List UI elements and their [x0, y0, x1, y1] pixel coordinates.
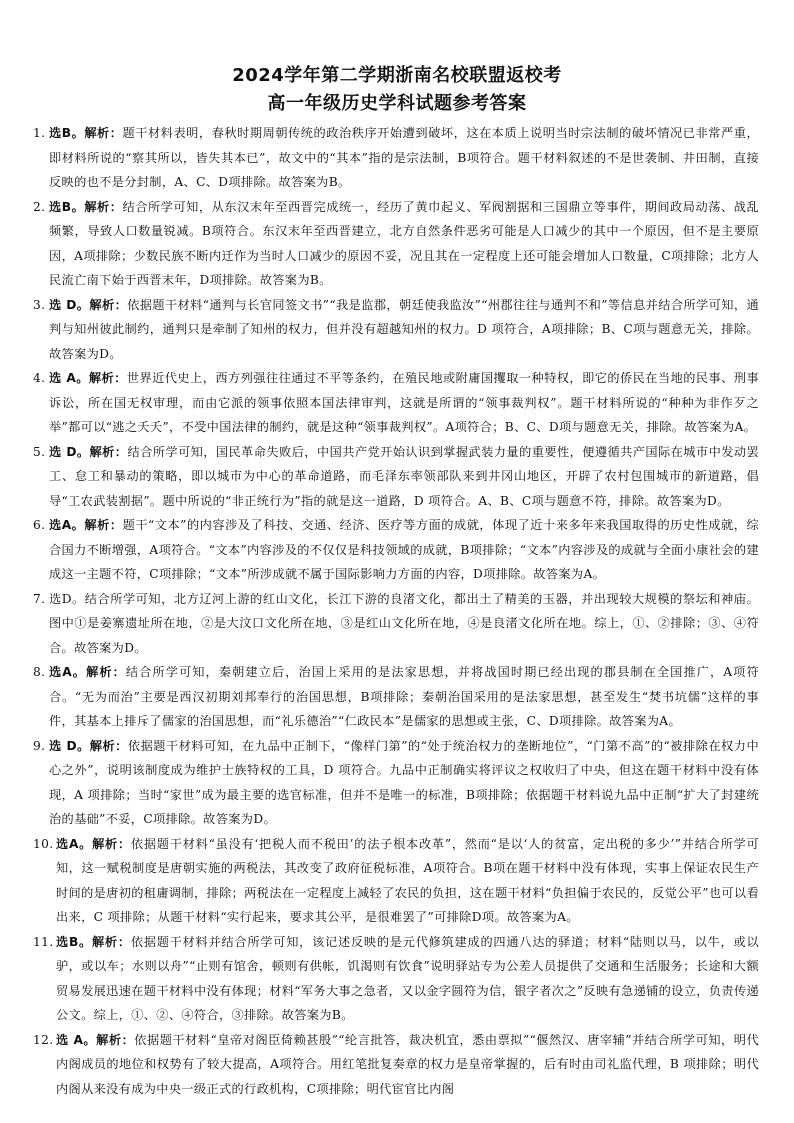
explanation-label: 解析： [91, 934, 131, 949]
answer-choice: 选 D。 [49, 297, 90, 312]
question-number: 2. [33, 199, 46, 214]
explanation-text: 世界近代史上，西方列强往往通过不平等条约，在殖民地或附庸国攫取一种特权，即它的侨民在当地的民事、刑事诉讼，所在国无权审理，而由它派的领事依照本国法律审判，这就是所谓的“领事裁判权”。题干材料所说的“种种为非作歹之举”都可以“逃之夭夭”，不受中国法律的制约，就是这种“领事裁判权”。A项符合；B、C、D项与题意无关，排除。故答案为A。 [49, 371, 759, 434]
document-title: 2024学年第二学期浙南名校联盟返校考 [232, 65, 562, 86]
answer-choice: 选A。 [49, 518, 85, 532]
question-number: 11. [33, 934, 54, 949]
explanation-label: 解析： [84, 199, 123, 214]
answer-list [33, 121, 759, 1101]
explanation-label: 解析： [86, 665, 126, 679]
answer-choice: 选A。 [49, 665, 87, 679]
question-number: 12. [33, 1032, 54, 1047]
explanation-text: 依据题干材料“通判与长官同签文书”“我是监郡，朝廷使我监汝”“州郡往往与通判不和”等信息并结合所学可知，通判与知州彼此制约，通判只是牵制了知州的权力，但并没有超越知州的权力。D 项符合，A项排除；B、C项与题意无关，排除。故答案为D。 [49, 297, 759, 361]
explanation-label: 解析： [89, 444, 128, 459]
answer-item-7 [33, 587, 759, 661]
explanation-label: 解析： [92, 836, 131, 851]
answer-item-1 [33, 121, 759, 195]
explanation-text: 结合所学可知，秦朝建立后，治国上采用的是法家思想，并将战国时期已经出现的郡县制在全国推广，A项符合。“无为而治”主要是西汉初期刘邦奉行的治国思想，B项排除；秦朝治国采用的是法家思想，甚至发生“焚书坑儒”这样的事件，其基本上排斥了儒家的治国思想，而“礼乐德治”“仁政民本”是儒家的思想或主张，C、D项排除。故答案为A。 [49, 665, 759, 728]
question-number: 6. [33, 518, 46, 532]
explanation-text: 结合所学可知，北方辽河上游的红山文化，长江下游的良渚文化，都出土了精美的玉器，并出现较大规模的祭坛和神庙。图中①是姜寨遗址所在地，②是大汶口文化所在地，③是红山文化所在地，④是良渚文化所在地。综上，①、②排除；③、④符合。故答案为D。 [49, 591, 759, 655]
explanation-text: 依据题干材料并结合所学可知，该记述反映的是元代修筑建成的四通八达的驿道；材料“陆则以马，以牛，或以驴，或以车；水则以舟”“止则有馆舍，顿则有供帐，饥渴则有饮食”说明驿站专为公差人员提供了交通和生活服务；长途和大额贸易发展迅速在题干材料中没有体现；材料“军务大事之急者，又以金字圆符为信，银字者次之”反映有急递铺的设立，负责传递公文。综上，①、②、④符合，③排除。故答案为B。 [56, 934, 759, 1022]
answer-item-5 [33, 440, 759, 514]
explanation-label: 解析： [96, 1032, 135, 1047]
explanation-label: 解析： [84, 518, 123, 532]
explanation-label: 解析： [89, 738, 128, 753]
question-number: 7. [33, 591, 46, 606]
explanation-text: 题干材料表明，春秋时期周朝传统的政治秩序开始遭到破坏，这在本质上说明当时宗法制的破坏情况已非常严重，即材料所说的“察其所以，皆失其本已”，故文中的“其本”指的是宗法制，B项符合。题干材料叙述的不是世袭制、井田制，直接反映的也不是分封制，A、C、D项排除。故答案为B。 [49, 126, 759, 189]
question-number: 5. [33, 444, 46, 459]
explanation-label: 解析： [84, 126, 123, 140]
answer-choice: 选B。 [49, 126, 85, 140]
answer-item-3 [33, 293, 759, 367]
answer-item-6 [33, 513, 759, 587]
answer-choice: 选 A。 [49, 371, 89, 385]
answer-choice: 选B。 [49, 199, 85, 214]
answer-choice: 选D。 [49, 591, 85, 606]
document-subtitle: 高一年级历史学科试题参考答案 [267, 93, 527, 114]
explanation-text: 结合所学可知，国民革命失败后，中国共产党开始认识到掌握武装力量的重要性，便遵循共产国际在城市中发动罢工、怠工和暴动的策略，即以城市为中心的革命道路，而毛泽东率领部队来到井冈山地区，开辟了农村包围城市的新道路，倡导“工农武装割据”。题中所说的“非正统行为”指的就是这一道路，D 项符合。A、B、C项与题意不符，排除。故答案为D。 [49, 444, 760, 508]
explanation-text: 结合所学可知，从东汉末年至西晋完成统一，经历了黄巾起义、军阀割据和三国鼎立等事件，期间政局动荡、战乱频繁，导致人口数量锐减。B项符合。东汉末年至西晋建立，北方自然条件恶劣可能是人口减少的其中一个原因，但不是主要原因，A项排除；少数民族不断内迁作为当时人口减少的原因不妥，况且其在一定程度上还可能会增加人口数量，C项排除；北方人民流亡南下始于西晋末年，D项排除。故答案为B。 [49, 199, 759, 287]
answer-choice: 选B。 [56, 934, 92, 949]
answer-choice: 选 A。 [56, 1032, 97, 1047]
question-number: 8. [33, 665, 46, 679]
explanation-text: 题干“文本”的内容涉及了科技、交通、经济、医疗等方面的成就，体现了近十来多年来我国取得的历史性成就，综合国力不断增强，A项符合。“文本”内容涉及的不仅仅是科技领域的成就，B项排除；“文本”内容涉及的成就与全面小康社会的建成这一主题不符，C项排除；“文本”所涉成就不属于国际影响力方面的内容，D项排除。故答案为A。 [49, 518, 760, 581]
explanation-label: 解析： [89, 297, 128, 312]
explanation-text: 依据题干材料可知，在九品中正制下，“像样门第”的“处于统治权力的垄断地位”，“门第不高”的“被排除在权力中心之外”，说明该制度成为维护士族特权的工具，D 项符合。九品中正制确实将评议之权收归了中央，但这在题干材料中没有体现，A 项排除；当时“家世”成为最主要的选官标准，但并不是唯一的标准，B项排除；依据题干材料说九品中正制“扩大了封建统治的基础”不妥，C项排除。故答案为D。 [49, 738, 759, 826]
answer-choice: 选 D。 [49, 738, 90, 753]
explanation-label: 解析： [88, 371, 127, 385]
answer-choice: 选 D。 [49, 444, 90, 459]
answer-item-8 [33, 660, 759, 734]
question-number: 3. [33, 297, 46, 312]
answer-choice: 选A。 [56, 836, 93, 851]
answer-item-4 [33, 366, 759, 440]
answer-item-10 [33, 832, 759, 930]
question-number: 9. [33, 738, 46, 753]
answer-item-2 [33, 195, 759, 293]
answer-item-12 [33, 1028, 759, 1102]
answer-item-11 [33, 930, 759, 1028]
question-number: 1. [33, 126, 46, 140]
question-number: 10. [33, 836, 54, 851]
question-number: 4. [33, 371, 46, 385]
answer-item-9 [33, 734, 759, 832]
explanation-text: 依据题干材料“皇帝对阁臣倚赖甚殷”“纶言批答，裁决机宜，悉由票拟”“偃然汉、唐宰辅”并结合所学可知，明代内阁成员的地位和权势有了较大提高，A项符合。用红笔批复奏章的权力是皇帝掌握的，后有时由司礼监代理，B 项排除；明代内阁从来没有成为中央一级正式的行政机构，C项排除；明代宦官比内阁 [56, 1032, 759, 1096]
explanation-text: 依据题干材料“虽没有‘把税人而不税田’的法子根本改革”，然而“是以‘人的贫富，定出税的多少’”并结合所学可知，这一赋税制度是唐朝实施的两税法，其改变了政府征税标准，A项符合。B项在题干材料中没有体现，实事上保证农民生产时间的是唐初的租庸调制，排除；两税法在一定程度上减轻了农民的负担，这在题干材料“负担偏于农民的，反觉公平”也可以看出来，C 项排除；从题干材料“实行起来，要求其公平，是很难罢了”可排除D项。故答案为A。 [56, 836, 760, 924]
